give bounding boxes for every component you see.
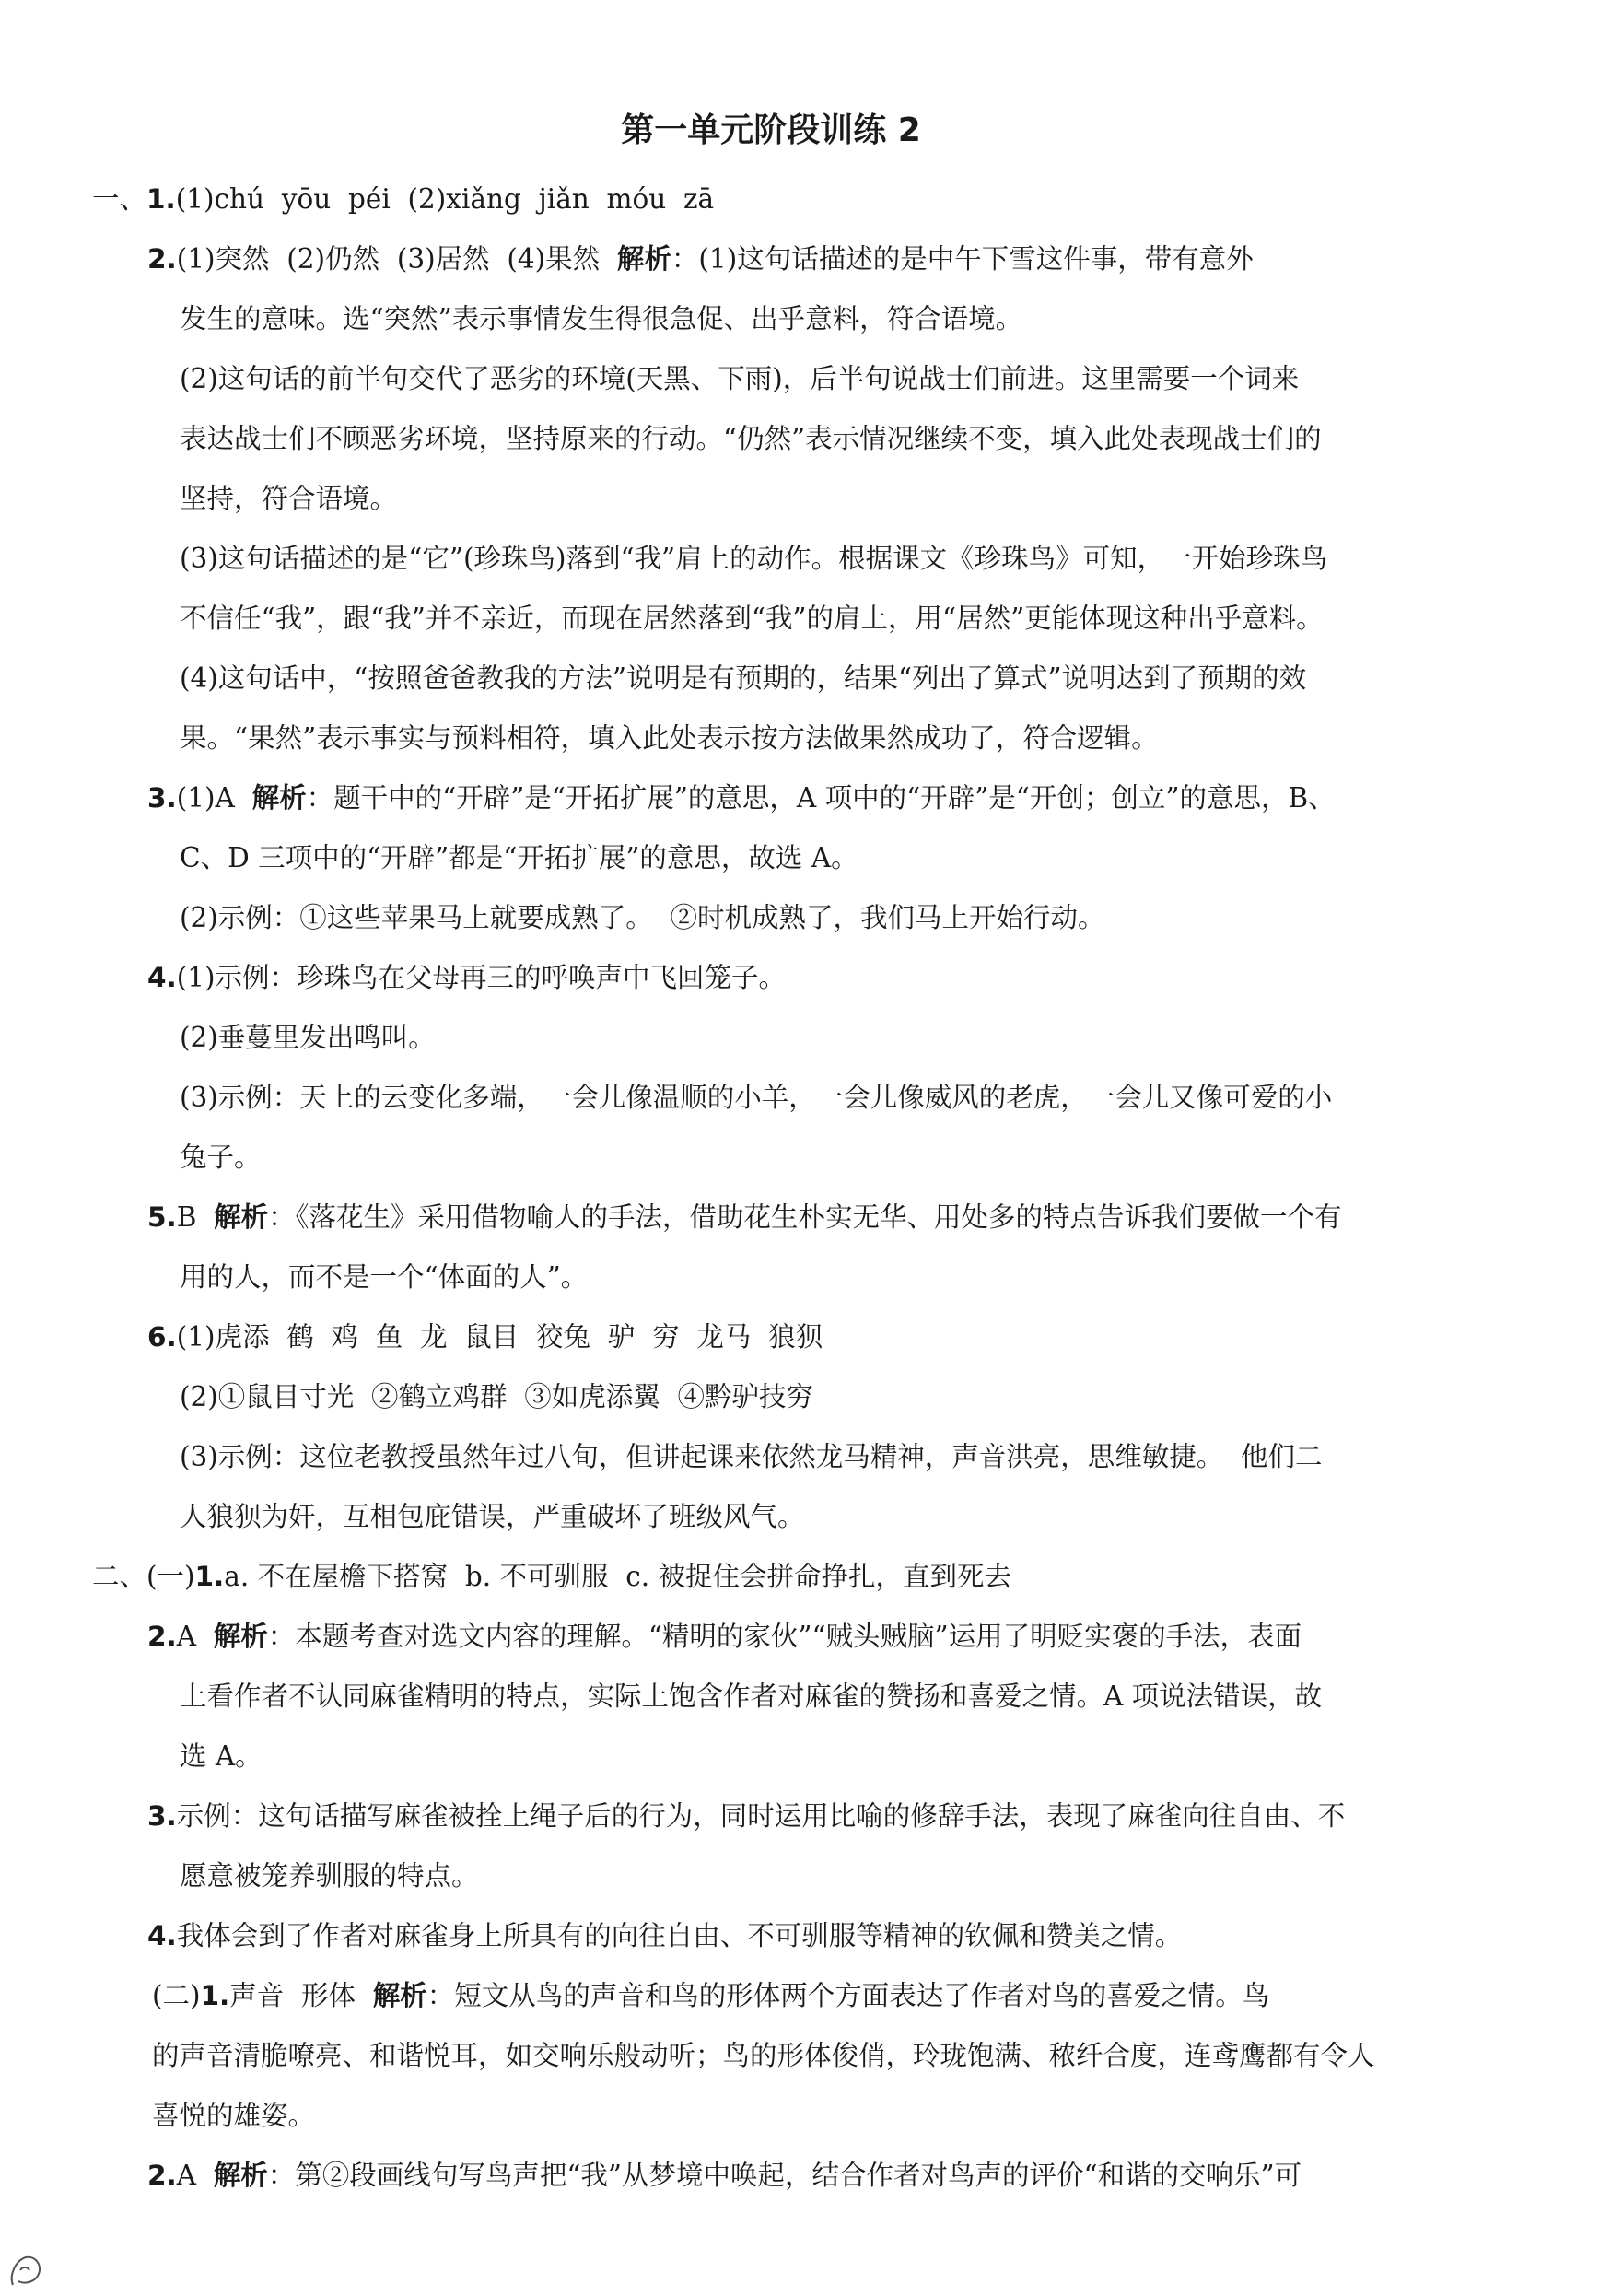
corner-doodle-icon <box>6 2248 48 2290</box>
text-line <box>92 709 1450 768</box>
bold-label: 解析 <box>251 782 307 814</box>
line-text: 选 A。 <box>180 1740 263 1772</box>
line-text: ：《落花生》采用借物喻人的手法，借助花生朴实无华、用处多的特点告诉我们要做一个有 <box>268 1201 1342 1233</box>
text-line <box>92 1008 1450 1068</box>
bold-label: 3. <box>147 1800 177 1832</box>
text-line <box>92 1607 1450 1667</box>
line-text: (2)示例：①这些苹果马上就要成熟了。 ②时机成熟了，我们马上开始行动。 <box>180 902 1105 933</box>
text-line <box>92 229 1450 289</box>
line-text: 喜悦的雄姿。 <box>152 2100 316 2131</box>
text-line <box>92 2086 1450 2146</box>
bold-label: 解析 <box>214 1201 269 1233</box>
line-text: (4)这句话中，“按照爸爸教我的方法”说明是有预期的，结果“列出了算式”说明达到了预期的效 <box>180 662 1307 694</box>
bold-label: 2. <box>147 1621 177 1652</box>
bold-label: 解析 <box>213 1621 268 1652</box>
line-text: 表达战士们不顾恶劣环境，坚持原来的行动。“仍然”表示情况继续不变，填入此处表现战士们的 <box>180 423 1322 454</box>
text-line <box>92 1667 1450 1727</box>
line-text: 我体会到了作者对麻雀身上所具有的向往自由、不可驯服等精神的钦佩和赞美之情。 <box>176 1920 1183 1951</box>
bold-label: 2. <box>147 243 177 275</box>
line-text: (1)chú yōu péi (2)xiǎng jiǎn móu zā <box>175 183 715 215</box>
text-line <box>92 948 1450 1008</box>
text-line <box>92 1068 1450 1128</box>
text-line <box>92 170 1450 229</box>
text-line <box>92 1547 1450 1607</box>
text-line <box>92 768 1450 828</box>
bold-label: 解析 <box>616 243 671 275</box>
bold-label: 5. <box>147 1201 177 1233</box>
bold-label: 3. <box>147 782 177 814</box>
line-text: ：短文从鸟的声音和鸟的形体两个方面表达了作者对鸟的喜爱之情。鸟 <box>426 1980 1270 2011</box>
line-text: ：题干中的“开辟”是“开拓扩展”的意思，A 项中的“开辟”是“开创；创立”的意思，B、 <box>306 782 1336 814</box>
text-line <box>92 1427 1450 1487</box>
text-line <box>92 2146 1450 2206</box>
line-text: A <box>176 1621 214 1652</box>
line-text: 人狼狈为奸，互相包庇错误，严重破坏了班级风气。 <box>180 1501 805 1532</box>
line-text: B <box>176 1201 215 1233</box>
line-text: (1)虎添 鹤 鸡 鱼 龙 鼠目 狡兔 驴 穷 龙马 狼狈 <box>176 1321 823 1353</box>
text-line <box>92 649 1450 709</box>
line-text: (1)A <box>176 782 252 814</box>
line-text: 的声音清脆嘹亮、和谐悦耳，如交响乐般动听；鸟的形体俊俏，玲珑饱满、秾纤合度，连鸢鹰都有令人 <box>152 2040 1375 2071</box>
text-line <box>92 349 1450 409</box>
text-line <box>92 1966 1450 2026</box>
line-text: 二、(一) <box>92 1561 195 1592</box>
bold-label: 解析 <box>372 1980 427 2011</box>
text-line <box>92 589 1450 649</box>
text-line <box>92 469 1450 529</box>
answer-content <box>92 170 1450 2206</box>
bold-label: 4. <box>147 962 177 993</box>
line-text: 愿意被笼养驯服的特点。 <box>180 1860 479 1892</box>
line-text: (3)这句话描述的是“它”(珍珠鸟)落到“我”肩上的动作。根据课文《珍珠鸟》可知，一开始珍珠鸟 <box>180 543 1328 574</box>
line-text: 坚持，符合语境。 <box>180 483 398 514</box>
line-text: 不信任“我”，跟“我”并不亲近，而现在居然落到“我”的肩上，用“居然”更能体现这种出乎意料。 <box>180 603 1324 634</box>
text-line <box>92 2026 1450 2086</box>
text-line <box>92 828 1450 888</box>
page-title: 第一单元阶段训练 2 <box>621 111 921 149</box>
text-line <box>92 1727 1450 1786</box>
line-text: (1)示例：珍珠鸟在父母再三的呼唤声中飞回笼子。 <box>176 962 787 993</box>
bold-label: 1. <box>200 1980 230 2011</box>
text-line <box>92 888 1450 948</box>
line-text: A <box>176 2160 214 2191</box>
bold-label: 1. <box>146 183 176 215</box>
text-line <box>92 1307 1450 1367</box>
line-text: (2)①鼠目寸光 ②鹤立鸡群 ③如虎添翼 ④黔驴技穷 <box>180 1381 814 1412</box>
line-text: a. 不在屋檐下搭窝 b. 不可驯服 c. 被捉住会拼命挣扎，直到死去 <box>224 1561 1012 1592</box>
line-text: 上看作者不认同麻雀精明的特点，实际上饱含作者对麻雀的赞扬和喜爱之情。A 项说法错误，故 <box>180 1681 1323 1712</box>
line-text: 兔子。 <box>180 1142 262 1173</box>
bold-label: 4. <box>147 1920 177 1951</box>
bold-label: 6. <box>147 1321 177 1353</box>
bold-label: 1. <box>194 1561 225 1592</box>
line-text: 用的人，而不是一个“体面的人”。 <box>180 1261 589 1293</box>
line-text: (1)突然 (2)仍然 (3)居然 (4)果然 <box>176 243 617 275</box>
text-line <box>92 529 1450 589</box>
text-line <box>92 1846 1450 1906</box>
text-line <box>92 409 1450 469</box>
bold-label: 2. <box>147 2160 177 2191</box>
line-text: (2)这句话的前半句交代了恶劣的环境(天黑、下雨)，后半句说战士们前进。这里需要一个词来 <box>180 363 1300 394</box>
line-text: (2)垂蔓里发出鸣叫。 <box>180 1022 436 1053</box>
line-text: 一、 <box>92 183 147 215</box>
text-line <box>92 1786 1450 1846</box>
text-line <box>92 289 1450 349</box>
line-text: (3)示例：天上的云变化多端，一会儿像温顺的小羊，一会儿像威风的老虎，一会儿又像可爱的小 <box>180 1082 1333 1113</box>
text-line <box>92 1128 1450 1188</box>
line-text: (二) <box>152 1980 201 2011</box>
line-text: 示例：这句话描写麻雀被拴上绳子后的行为，同时运用比喻的修辞手法，表现了麻雀向往自由、不 <box>176 1800 1346 1832</box>
bold-label: 解析 <box>213 2160 268 2191</box>
line-text: ：(1)这句话描述的是中午下雪这件事，带有意外 <box>671 243 1254 275</box>
line-text: C、D 三项中的“开辟”都是“开拓扩展”的意思，故选 A。 <box>180 842 858 873</box>
line-text: 发生的意味。选“突然”表示事情发生得很急促、出乎意料，符合语境。 <box>180 303 1023 334</box>
text-line <box>92 1367 1450 1427</box>
line-text: 果。“果然”表示事实与预料相符，填入此处表示按方法做果然成功了，符合逻辑。 <box>180 722 1159 754</box>
line-text: 声音 形体 <box>229 1980 373 2011</box>
text-line <box>92 1248 1450 1307</box>
line-text: ：第②段画线句写鸟声把“我”从梦境中唤起，结合作者对鸟声的评价“和谐的交响乐”可 <box>267 2160 1302 2191</box>
text-line <box>92 1188 1450 1248</box>
line-text: (3)示例：这位老教授虽然年过八旬，但讲起课来依然龙马精神，声音洪亮，思维敏捷。 他们二 <box>180 1441 1323 1472</box>
line-text: ：本题考查对选文内容的理解。“精明的家伙”“贼头贼脑”运用了明贬实褒的手法，表面 <box>267 1621 1302 1652</box>
text-line <box>92 1487 1450 1547</box>
text-line <box>92 1906 1450 1966</box>
